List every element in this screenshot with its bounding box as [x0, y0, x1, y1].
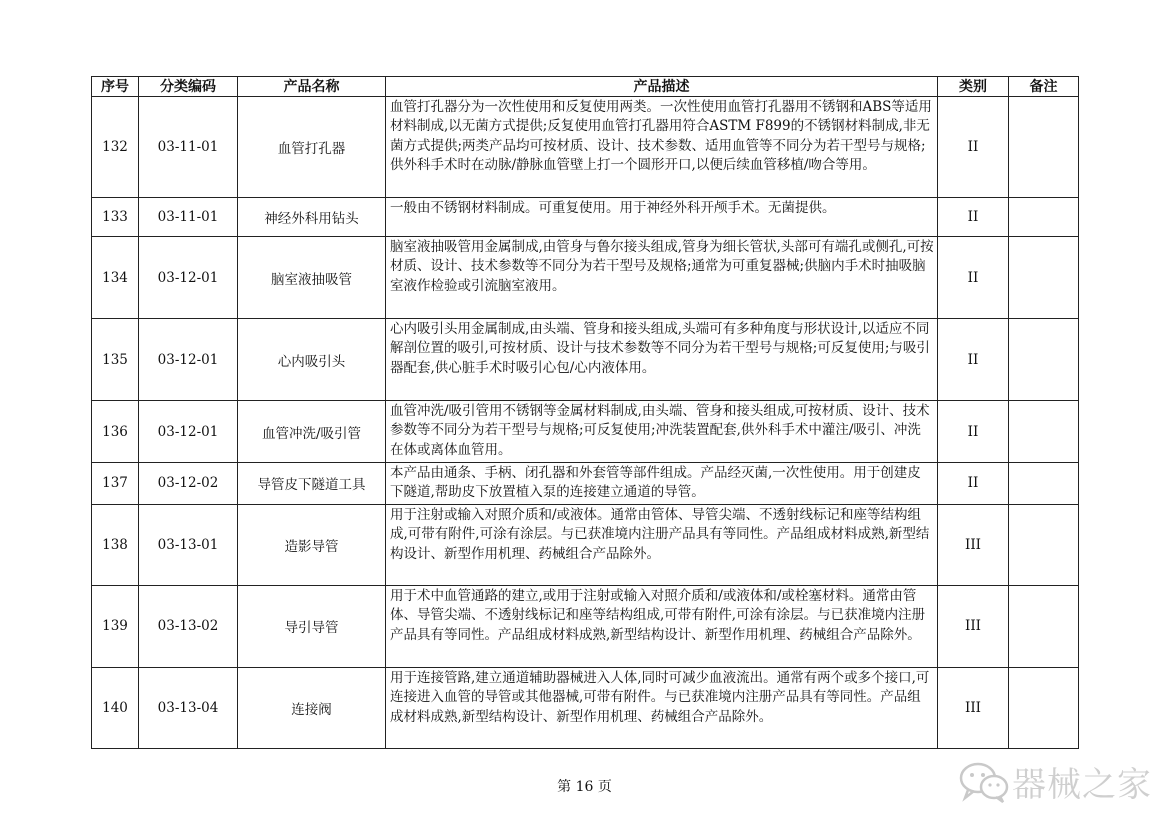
cell-product-name: 连接阀	[238, 667, 386, 748]
table-row	[92, 401, 1079, 463]
page-number: 第 16 页	[557, 779, 612, 795]
watermark	[958, 757, 1152, 806]
cell-serial-number: 140	[92, 667, 139, 748]
cell-serial-number: 132	[92, 97, 139, 198]
table-row	[92, 463, 1079, 505]
table-header-row	[92, 77, 1079, 97]
cell-class: III	[938, 667, 1009, 748]
cell-product-description: 用于术中血管通路的建立,或用于注射或输入对照介质和/或液体和/或栓塞材料。通常由管体、导管尖端、不透射线标记和座等结构组成,可带有附件,可涂有涂层。与已获准境内注册产品具有等同性。产品组成材料成熟,新型结构设计、新型作用机理、药械组合产品除外。	[386, 585, 938, 667]
table-row	[92, 504, 1079, 585]
cell-category-code: 03-13-01	[139, 504, 238, 585]
cell-category-code: 03-13-02	[139, 585, 238, 667]
cell-product-name: 血管打孔器	[238, 97, 386, 198]
cell-class: II	[938, 198, 1009, 237]
cell-category-code: 03-12-01	[139, 237, 238, 319]
header-product-name: 产品名称	[238, 77, 386, 97]
product-catalog-table	[91, 76, 1079, 749]
cell-product-name: 脑室液抽吸管	[238, 237, 386, 319]
cell-serial-number: 139	[92, 585, 139, 667]
cell-remark	[1009, 667, 1079, 748]
cell-product-description: 血管打孔器分为一次性使用和反复使用两类。一次性使用血管打孔器用不锈钢和ABS等适用材料制成,以无菌方式提供;反复使用血管打孔器用符合ASTM F899的不锈钢材料制成,非无菌方式提供;两类产品均可按材质、设计、技术参数、适用血管等不同分为若干型号与规格;供外科手术时在动脉/静脉血管壁上打一个圆形开口,以便后续血管移植/吻合等用。	[386, 97, 938, 198]
cell-category-code: 03-11-01	[139, 198, 238, 237]
cell-remark	[1009, 585, 1079, 667]
cell-category-code: 03-12-02	[139, 463, 238, 505]
header-remark: 备注	[1009, 77, 1079, 97]
cell-category-code: 03-12-01	[139, 319, 238, 401]
cell-class: III	[938, 504, 1009, 585]
table-row	[92, 97, 1079, 198]
cell-remark	[1009, 237, 1079, 319]
cell-product-name: 导管皮下隧道工具	[238, 463, 386, 505]
cell-class: II	[938, 237, 1009, 319]
cell-product-description: 脑室液抽吸管用金属制成,由管身与鲁尔接头组成,管身为细长管状,头部可有端孔或侧孔,可按材质、设计、技术参数等不同分为若干型号及规格;通常为可重复器械;供脑内手术时抽吸脑室液作检验或引流脑室液用。	[386, 237, 938, 319]
cell-remark	[1009, 504, 1079, 585]
cell-remark	[1009, 97, 1079, 198]
cell-product-description: 本产品由通条、手柄、闭孔器和外套管等部件组成。产品经灭菌,一次性使用。用于创建皮下隧道,帮助皮下放置植入泵的连接建立通道的导管。	[386, 463, 938, 505]
wechat-icon	[958, 760, 1010, 804]
cell-serial-number: 136	[92, 401, 139, 463]
table-row	[92, 319, 1079, 401]
table-row	[92, 237, 1079, 319]
cell-class: III	[938, 585, 1009, 667]
watermark-text: 器械之家	[1012, 765, 1152, 805]
header-product-description: 产品描述	[386, 77, 938, 97]
cell-product-description: 血管冲洗/吸引管用不锈钢等金属材料制成,由头端、管身和接头组成,可按材质、设计、技术参数等不同分为若干型号与规格;可反复使用;冲洗装置配套,供外科手术中灌注/吸引、冲洗在体或离体血管用。	[386, 401, 938, 463]
cell-product-name: 血管冲洗/吸引管	[238, 401, 386, 463]
cell-serial-number: 137	[92, 463, 139, 505]
header-class: 类别	[938, 77, 1009, 97]
table-row	[92, 585, 1079, 667]
cell-serial-number: 138	[92, 504, 139, 585]
cell-serial-number: 133	[92, 198, 139, 237]
cell-remark	[1009, 401, 1079, 463]
cell-class: II	[938, 97, 1009, 198]
cell-category-code: 03-12-01	[139, 401, 238, 463]
cell-product-name: 心内吸引头	[238, 319, 386, 401]
cell-remark	[1009, 198, 1079, 237]
cell-class: II	[938, 319, 1009, 401]
cell-category-code: 03-11-01	[139, 97, 238, 198]
cell-category-code: 03-13-04	[139, 667, 238, 748]
cell-product-name: 造影导管	[238, 504, 386, 585]
cell-product-description: 用于注射或输入对照介质和/或液体。通常由管体、导管尖端、不透射线标记和座等结构组成,可带有附件,可涂有涂层。与已获准境内注册产品具有等同性。产品组成材料成熟,新型结构设计、新型作用机理、药械组合产品除外。	[386, 504, 938, 585]
cell-remark	[1009, 319, 1079, 401]
header-category-code: 分类编码	[139, 77, 238, 97]
cell-product-name: 导引导管	[238, 585, 386, 667]
table-row	[92, 667, 1079, 748]
cell-serial-number: 134	[92, 237, 139, 319]
cell-product-description: 一般由不锈钢材料制成。可重复使用。用于神经外科开颅手术。无菌提供。	[386, 198, 938, 237]
header-serial-number: 序号	[92, 77, 139, 97]
cell-remark	[1009, 463, 1079, 505]
cell-class: II	[938, 463, 1009, 505]
cell-serial-number: 135	[92, 319, 139, 401]
table-row	[92, 198, 1079, 237]
cell-product-description: 心内吸引头用金属制成,由头端、管身和接头组成,头端可有多种角度与形状设计,以适应不同解剖位置的吸引,可按材质、设计与技术参数等不同分为若干型号与规格;可反复使用;与吸引器配套,供心脏手术时吸引心包/心内液体用。	[386, 319, 938, 401]
cell-product-description: 用于连接管路,建立通道辅助器械进入人体,同时可减少血液流出。通常有两个或多个接口,可连接进入血管的导管或其他器械,可带有附件。与已获准境内注册产品具有等同性。产品组成材料成熟,新型结构设计、新型作用机理、药械组合产品除外。	[386, 667, 938, 748]
cell-class: II	[938, 401, 1009, 463]
cell-product-name: 神经外科用钻头	[238, 198, 386, 237]
